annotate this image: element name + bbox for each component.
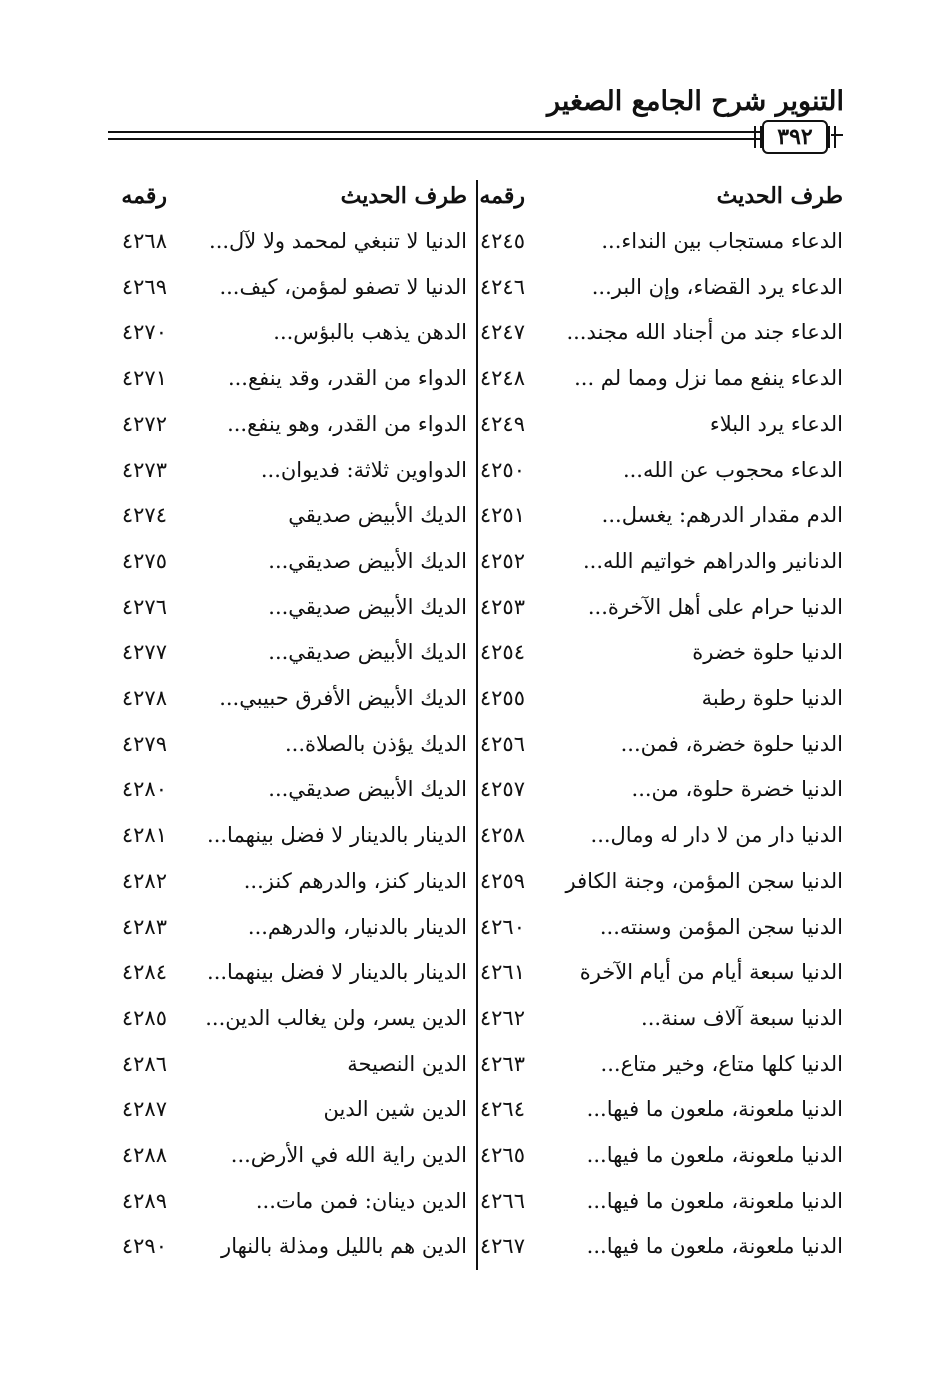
- left-entry-number: ٤٢٨١: [121, 823, 167, 847]
- page-number: ٣٩٢: [762, 120, 828, 154]
- left-entry-title: الدينار بالدنيار، والدرهم...: [247, 915, 467, 939]
- book-title: التنوير شرح الجامع الصغير: [547, 86, 844, 117]
- left-entry-number: ٤٢٧٨: [121, 686, 167, 710]
- header-rule-lower: [108, 138, 760, 140]
- left-entry-number: ٤٢٧٦: [121, 595, 167, 619]
- right-entry-number: ٤٢٥٣: [479, 595, 525, 619]
- left-entry-title: الدينار بالدينار لا فضل بينهما...: [207, 960, 467, 984]
- right-entry-title: الدنيا سبعة أيام من أيام الآخرة: [579, 960, 843, 984]
- right-entry-title: الدنيا خضرة حلوة، من...: [631, 777, 843, 801]
- right-entry-number: ٤٢٥٥: [479, 686, 525, 710]
- left-entry-number: ٤٢٧٩: [121, 732, 167, 756]
- right-entry-title: الدنيا حلوة خضرة، فمن...: [620, 732, 843, 756]
- right-entry-number: ٤٢٦٧: [479, 1234, 525, 1258]
- left-entry-title: الدين يسر، ولن يغالب الدين...: [205, 1006, 467, 1030]
- right-entry-title: الدنيا سبعة آلاف سنة...: [641, 1006, 843, 1030]
- left-entry-title: الدنيا لا تصفو لمؤمن، كيف...: [219, 275, 467, 299]
- right-entry-title: الدم مقدار الدرهم: يغسل...: [601, 503, 843, 527]
- left-entry-title: الدهن يذهب بالبؤس...: [273, 320, 467, 344]
- left-entry-number: ٤٢٧٢: [121, 412, 167, 436]
- right-entry-title: الدنيا سجن المؤمن، وجنة الكافر: [565, 869, 843, 893]
- column-divider: [476, 180, 478, 1270]
- right-entry-number: ٤٢٦٣: [479, 1052, 525, 1076]
- left-entry-number: ٤٢٩٠: [121, 1234, 167, 1258]
- right-entry-number: ٤٢٦٢: [479, 1006, 525, 1030]
- left-entry-number: ٤٢٨٣: [121, 915, 167, 939]
- left-entry-number: ٤٢٧٧: [121, 640, 167, 664]
- left-entry-title: الدين شين الدين: [323, 1097, 467, 1121]
- right-entry-title: الدنيا ملعونة، ملعون ما فيها...: [586, 1234, 843, 1258]
- left-entry-title: الدين هم بالليل ومذلة بالنهار: [221, 1234, 467, 1258]
- left-title-header: طرف الحديث: [340, 183, 467, 209]
- left-entry-title: الدواء من القدر، وهو ينفع...: [227, 412, 467, 436]
- right-entry-title: الدنانير والدراهم خواتيم الله...: [582, 549, 843, 573]
- left-entry-title: الدين النصيحة: [347, 1052, 467, 1076]
- left-entry-title: الدنيا لا تنبغي لمحمد ولا لآل...: [209, 229, 467, 253]
- left-entry-title: الدين راية الله في الأرض...: [230, 1143, 467, 1167]
- right-entry-title: الدنيا ملعونة، ملعون ما فيها...: [586, 1143, 843, 1167]
- left-entry-number: ٤٢٧٣: [121, 458, 167, 482]
- left-entry-title: الدينار بالدينار لا فضل بينهما...: [207, 823, 467, 847]
- left-entry-number: ٤٢٨٨: [121, 1143, 167, 1167]
- right-entry-title: الدنيا ملعونة، ملعون ما فيها...: [586, 1189, 843, 1213]
- right-entry-number: ٤٢٦٤: [479, 1097, 525, 1121]
- left-entry-number: ٤٢٨٩: [121, 1189, 167, 1213]
- left-entry-number: ٤٢٨٤: [121, 960, 167, 984]
- right-entry-number: ٤٢٥٤: [479, 640, 525, 664]
- right-entry-title: الدنيا دار من لا دار له ومال...: [590, 823, 843, 847]
- right-entry-title: الدنيا حرام على أهل الآخرة...: [587, 595, 843, 619]
- left-entry-number: ٤٢٨٥: [121, 1006, 167, 1030]
- left-entry-title: الديك الأبيض صديقي: [288, 503, 467, 527]
- left-entry-number: ٤٢٨٦: [121, 1052, 167, 1076]
- left-number-header: رقمه: [121, 183, 167, 209]
- right-number-header: رقمه: [479, 183, 525, 209]
- right-entry-number: ٤٢٥٩: [479, 869, 525, 893]
- right-entry-number: ٤٢٦٥: [479, 1143, 525, 1167]
- left-entry-number: ٤٢٨٧: [121, 1097, 167, 1121]
- right-entry-number: ٤٢٦٠: [479, 915, 525, 939]
- header-rule-upper: [108, 131, 760, 133]
- right-entry-title: الدعاء جند من أجناد الله مجند...: [566, 320, 843, 344]
- left-entry-title: الديك يؤذن بالصلاة...: [284, 732, 467, 756]
- right-entry-title: الدعاء مستجاب بين النداء...: [601, 229, 843, 253]
- right-entry-number: ٤٢٤٥: [479, 229, 525, 253]
- right-entry-number: ٤٢٥٦: [479, 732, 525, 756]
- left-entry-title: الديك الأبيض صديقي...: [268, 595, 467, 619]
- left-entry-title: الديك الأبيض صديقي...: [268, 640, 467, 664]
- right-entry-number: ٤٢٦١: [479, 960, 525, 984]
- right-entry-title: الدنيا سجن المؤمن وسنته...: [599, 915, 843, 939]
- right-entry-number: ٤٢٥٨: [479, 823, 525, 847]
- left-entry-title: الديك الأبيض صديقي...: [268, 549, 467, 573]
- right-entry-number: ٤٢٥٠: [479, 458, 525, 482]
- right-entry-number: ٤٢٤٨: [479, 366, 525, 390]
- left-entry-number: ٤٢٧٤: [121, 503, 167, 527]
- right-entry-title: الدنيا كلها متاع، وخير متاع...: [600, 1052, 843, 1076]
- right-entry-number: ٤٢٥٧: [479, 777, 525, 801]
- right-entry-number: ٤٢٤٦: [479, 275, 525, 299]
- left-entry-title: الدينار كنز، والدرهم كنز...: [243, 869, 467, 893]
- right-entry-number: ٤٢٥١: [479, 503, 525, 527]
- left-entry-number: ٤٢٦٨: [121, 229, 167, 253]
- right-entry-title: الدنيا حلوة خضرة: [692, 640, 843, 664]
- right-entry-number: ٤٢٦٦: [479, 1189, 525, 1213]
- left-entry-number: ٤٢٧٠: [121, 320, 167, 344]
- right-entry-title: الدعاء ينفع مما نزل ومما لم ...: [574, 366, 843, 390]
- left-entry-title: الديك الأبيض الأفرق حبيبي...: [219, 686, 467, 710]
- left-entry-number: ٤٢٨٢: [121, 869, 167, 893]
- right-entry-number: ٤٢٤٧: [479, 320, 525, 344]
- right-entry-title: الدعاء محجوب عن الله...: [622, 458, 843, 482]
- left-entry-number: ٤٢٧٥: [121, 549, 167, 573]
- right-entry-title: الدنيا ملعونة، ملعون ما فيها...: [586, 1097, 843, 1121]
- left-entry-title: الدواء من القدر، وقد ينفع...: [227, 366, 467, 390]
- right-entry-number: ٤٢٤٩: [479, 412, 525, 436]
- right-entry-title: الدعاء يرد البلاء: [709, 412, 843, 436]
- left-entry-number: ٤٢٦٩: [121, 275, 167, 299]
- left-entry-title: الدواوين ثلاثة: فديوان...: [260, 458, 467, 482]
- left-entry-number: ٤٢٧١: [121, 366, 167, 390]
- right-entry-number: ٤٢٥٢: [479, 549, 525, 573]
- left-entry-title: الديك الأبيض صديقي...: [268, 777, 467, 801]
- left-entry-title: الدين دينان: فمن مات...: [255, 1189, 467, 1213]
- right-entry-title: الدنيا حلوة رطبة: [701, 686, 843, 710]
- right-title-header: طرف الحديث: [716, 183, 843, 209]
- left-entry-number: ٤٢٨٠: [121, 777, 167, 801]
- right-entry-title: الدعاء يرد القضاء، وإن البر...: [591, 275, 843, 299]
